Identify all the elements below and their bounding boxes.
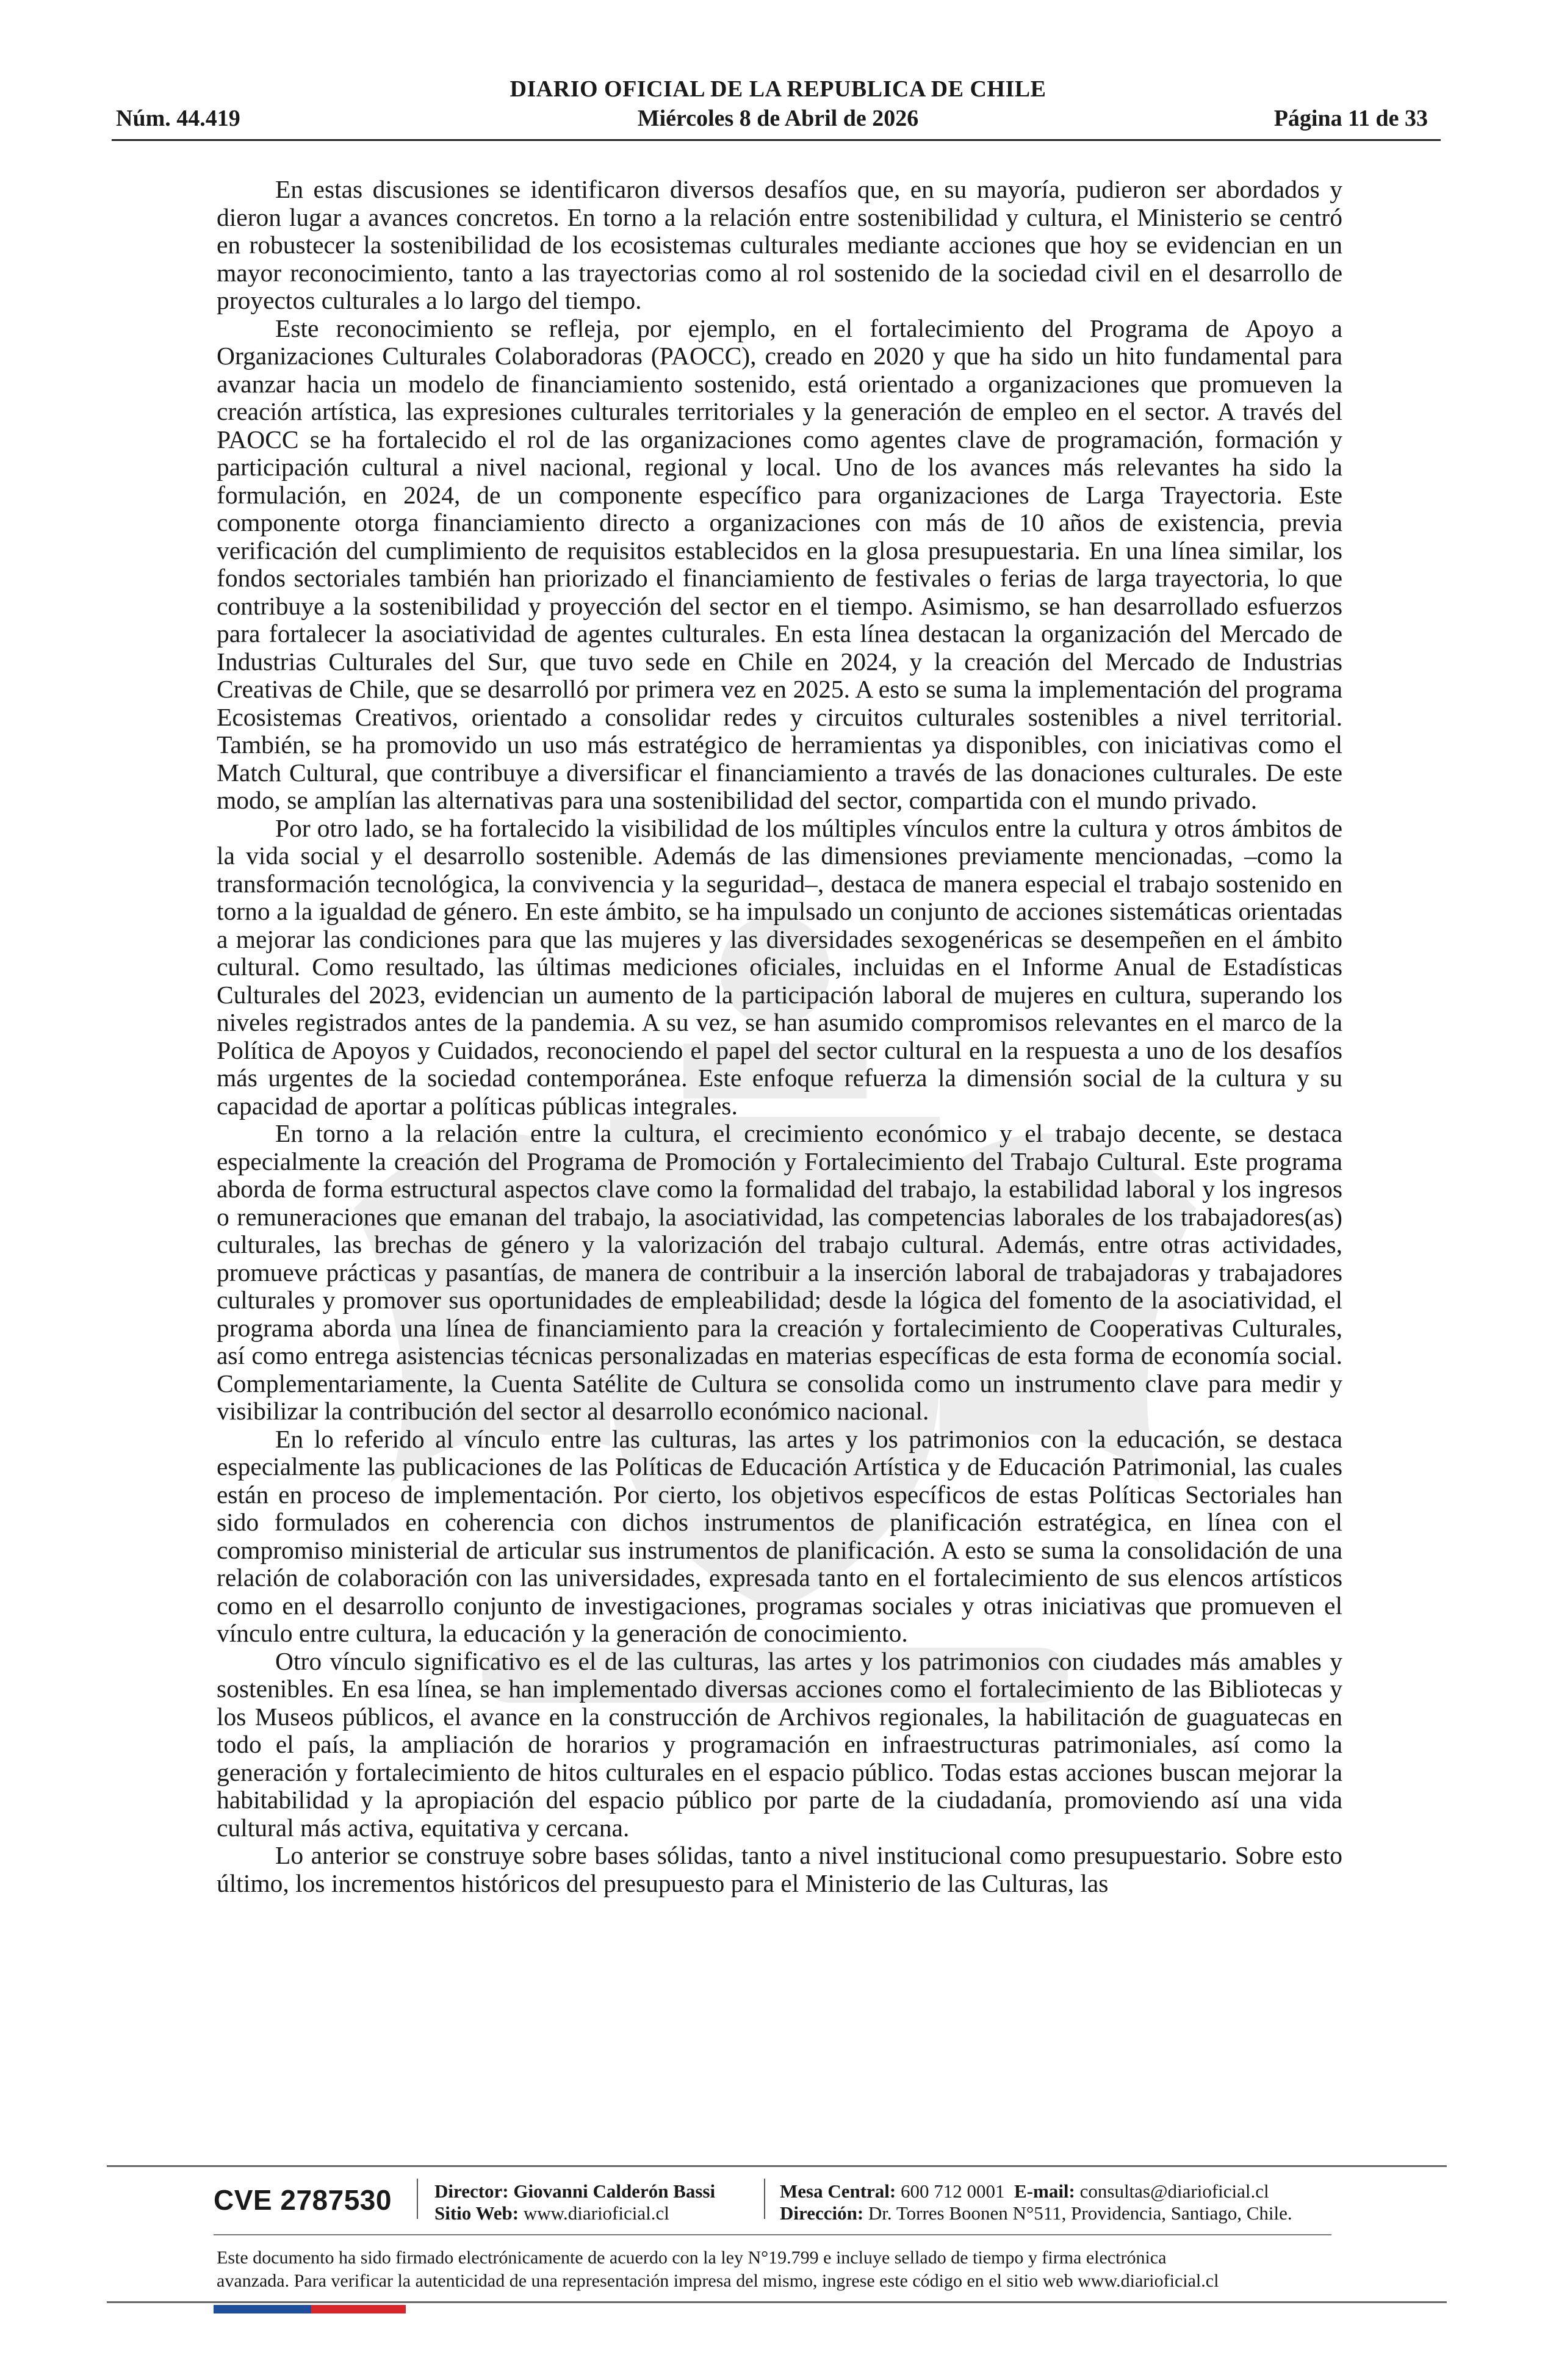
paragraph: Este reconocimiento se refleja, por ejemplo, en el fortalecimiento del Programa de Apoyo a Organizaciones Culturales Colaboradoras (PAOCC), creado en 2020 y que ha sido un hito fundamental para avanzar hacia un modelo de financiamiento sostenido, está orientado a organizaciones que promueven la creación artística, las expresiones culturales territoriales y la generación de empleo en el sector. A través del PAOCC se ha fortalecido el rol de las organizaciones como agentes clave de programación, formación y participación cultural a nivel nacional, regional y local. Uno de los avances más relevantes ha sido la formulación, en 2024, de un componente específico para organizaciones de Larga Trayectoria. Este componente otorga financiamiento directo a organizaciones con más de 10 años de existencia, previa verificación del cumplimiento de requisitos establecidos en la glosa presupuestaria. En una línea similar, los fondos sectoriales también han priorizado el financiamiento de festivales o ferias de larga trayectoria, lo que contribuye a la sostenibilidad y proyección del sector en el tiempo. Asimismo, se han desarrollado esfuerzos para fortalecer la asociatividad de agentes culturales. En esta línea destacan la organización del Mercado de Industrias Culturales del Sur, que tuvo sede en Chile en 2024, y la creación del Mercado de Industrias Creativas de Chile, que se desarrolló por primera vez en 2025. A esto se suma la implementación del programa Ecosistemas Creativos, orientado a consolidar redes y circuitos culturales sostenibles a nivel territorial. También, se ha promovido un uso más estratégico de herramientas ya disponibles, con iniciativas como el Match Cultural, que contribuye a diversificar el financiamiento a través de las donaciones culturales. De este modo, se amplían las alternativas para una sostenibilidad del sector, compartida con el mundo privado. [217, 314, 1342, 814]
website-link[interactable]: www.diarioficial.cl [523, 2202, 669, 2224]
paragraph: En estas discusiones se identificaron diversos desafíos que, en su mayoría, pudieron ser abordados y dieron lugar a avances concretos. En torno a la relación entre sostenibilidad y cultura, el Ministerio se centró en robustecer la sostenibilidad de los ecosistemas culturales mediante acciones que hoy se evidencian en un mayor reconocimiento, tanto a las trayectorias como al rol sostenido de la sociedad civil en el desarrollo de proyectos culturales a lo largo del tiempo. [217, 175, 1342, 314]
notice-line: Este documento ha sido firmado electrónicamente de acuerdo con la ley N°19.799 e incluye sellado de tiempo y firma electrónica [217, 2248, 1167, 2268]
article-body [217, 176, 1342, 1897]
flag-stripe-blue [214, 2305, 311, 2313]
footer-divider [107, 2301, 1447, 2303]
director-name: Giovanni Calderón Bassi [513, 2180, 716, 2202]
phone-number: 600 712 0001 [901, 2180, 1005, 2202]
issue-date: Miércoles 8 de Abril de 2026 [637, 106, 919, 131]
footer-divider [107, 2165, 1447, 2167]
website-label: Sitio Web: [434, 2202, 519, 2224]
contact-block [780, 2180, 1292, 2224]
address-label: Dirección: [780, 2202, 864, 2224]
notice-line: avanzada. Para verificar la autenticidad de una representación impresa del mismo, ingrese este código en el sitio web www.diarioficial.cl [217, 2271, 1219, 2291]
paragraph: En torno a la relación entre la cultura, el crecimiento económico y el trabajo decente, se destaca especialmente la creación del Programa de Promoción y Fortalecimiento del Trabajo Cultural. Este programa aborda de forma estructural aspectos clave como la formalidad del trabajo, la estabilidad laboral y los ingresos o remuneraciones que emanan del trabajo, la asociatividad, las competencias laborales de los trabajadores(as) culturales, las brechas de género y la valorización del trabajo cultural. Además, entre otras actividades, promueve prácticas y pasantías, de manera de contribuir a la inserción laboral de trabajadoras y trabajadores culturales y promover sus oportunidades de empleabilidad; desde la lógica del fomento de la asociatividad, el programa aborda una línea de financiamiento para la creación y fortalecimiento de Cooperativas Culturales, así como entrega asistencias técnicas personalizadas en materias específicas de esta forma de economía social. Complementariamente, la Cuenta Satélite de Cultura se consolida como un instrumento clave para medir y visibilizar la contribución del sector al desarrollo económico nacional. [217, 1119, 1342, 1425]
email-label: E-mail: [1014, 2180, 1075, 2202]
address-value: Dr. Torres Boonen N°511, Providencia, Santiago, Chile. [868, 2202, 1292, 2224]
footer-divider [214, 2234, 1331, 2235]
issue-number: Núm. 44.419 [116, 106, 240, 131]
newspaper-title: DIARIO OFICIAL DE LA REPUBLICA DE CHILE [510, 76, 1046, 102]
signature-notice [217, 2246, 1345, 2293]
paragraph: Otro vínculo significativo es el de las culturas, las artes y los patrimonios con ciudades más amables y sostenibles. En esa línea, se han implementado diversas acciones como el fortalecimiento de las Bibliotecas y los Museos públicos, el avance en la construcción de Archivos regionales, la habilitación de guaguatecas en todo el país, la ampliación de horarios y programación en infraestructuras patrimoniales, así como la generación y fortalecimiento de hitos culturales en el espacio público. Todas estas acciones buscan mejorar la habitabilidad y la apropiación del espacio público por parte de la ciudadanía, promoviendo así una vida cultural más activa, equitativa y cercana. [217, 1646, 1342, 1842]
paragraph: En lo referido al vínculo entre las culturas, las artes y los patrimonios con la educación, se destaca especialmente las publicaciones de las Políticas de Educación Artística y de Educación Patrimonial, las cuales están en proceso de implementación. Por cierto, los objetivos específicos de estas Políticas Sectoriales han sido formulados en coherencia con dichos instrumentos de planificación estratégica, en línea con el compromiso ministerial de articular sus instrumentos de planificación. A esto se suma la consolidación de una relación de colaboración con las universidades, expresada tanto en el fortalecimiento de sus elencos artísticos como en el desarrollo conjunto de investigaciones, programas sociales y otras iniciativas que promueven el vínculo entre cultura, la educación y la generación de conocimiento. [217, 1424, 1342, 1647]
flag-stripe-red [311, 2305, 406, 2313]
director-block [434, 2180, 715, 2224]
email-link[interactable]: consultas@diarioficial.cl [1079, 2180, 1269, 2202]
header-divider [112, 139, 1441, 141]
footer-separator [764, 2179, 765, 2219]
footer-separator [417, 2179, 418, 2219]
phone-label: Mesa Central: [780, 2180, 896, 2202]
paragraph: Lo anterior se construye sobre bases sólidas, tanto a nivel institucional como presupuestario. Sobre esto último, los incrementos históricos del presupuesto para el Ministerio de las Culturas, las [217, 1841, 1342, 1897]
paragraph: Por otro lado, se ha fortalecido la visibilidad de los múltiples vínculos entre la cultura y otros ámbitos de la vida social y el desarrollo sostenible. Además de las dimensiones previamente mencionadas, –como la transformación tecnológica, la convivencia y la seguridad–, destaca de manera especial el trabajo sostenido en torno a la igualdad de género. En este ámbito, se ha impulsado un conjunto de acciones sistemáticas orientadas a mejorar las condiciones para que las mujeres y las diversidades sexogenéricas se desempeñen en el ámbito cultural. Como resultado, las últimas mediciones oficiales, incluidas en el Informe Anual de Estadísticas Culturales del 2023, evidencian un aumento de la participación laboral de mujeres en cultura, superando los niveles registrados antes de la pandemia. A su vez, se han asumido compromisos relevantes en el marco de la Política de Apoyos y Cuidados, reconociendo el papel del sector cultural en la respuesta a uno de los desafíos más urgentes de la sociedad contemporánea. Este enfoque refuerza la dimensión social de la cultura y su capacidad de aportar a políticas públicas integrales. [217, 813, 1342, 1120]
director-label: Director: [434, 2180, 509, 2202]
cve-code: CVE 2787530 [214, 2184, 392, 2216]
page-indicator: Página 11 de 33 [1273, 106, 1428, 131]
